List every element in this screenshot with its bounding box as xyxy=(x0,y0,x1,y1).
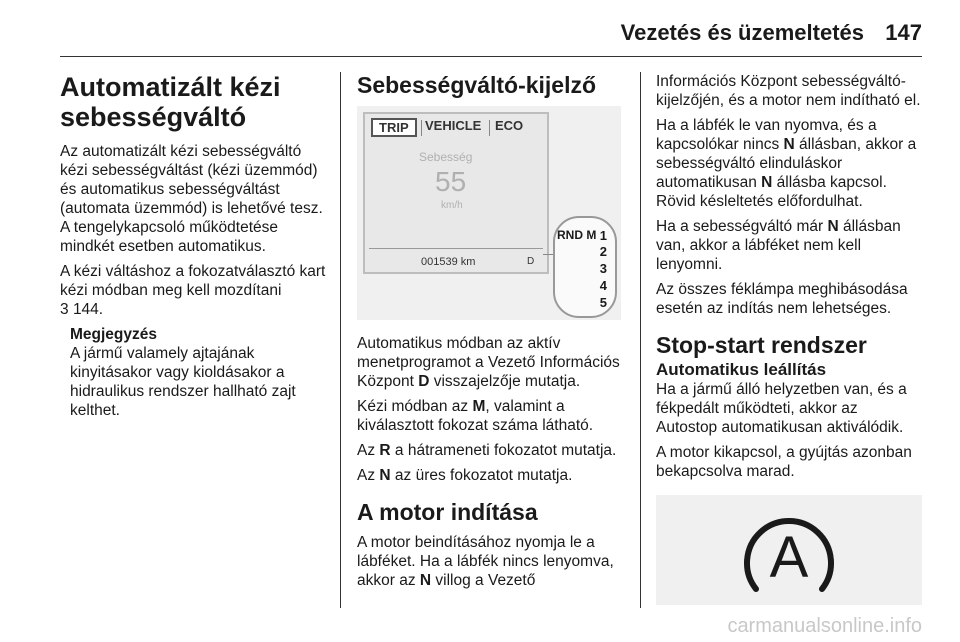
speed-unit: km/h xyxy=(441,200,463,211)
paragraph: Az automatizált kézi sebességváltó kézi sebességváltást (kézi üzemmód) és automatikus sebességváltást (automata üzemmód) is lehetővé tesz. A tengelykapcsoló működtetése mindkét esetben automatikus. xyxy=(60,143,323,255)
column-divider xyxy=(340,72,341,608)
paragraph: Ha a sebességváltó már N állásban van, akkor a lábféket nem kell lenyomni. xyxy=(656,218,901,273)
gear-number: 5 xyxy=(599,295,607,310)
page-header xyxy=(60,12,922,57)
paragraph: A motor kikapcsol, a gyújtás azonban bekapcsolva marad. xyxy=(656,444,912,480)
paragraph: Ha a lábfék le van nyomva, és a kapcsolókar nincs N állásban, akkor a sebességváltó elinduláskor automatikusan N állásba kapcsol. Rövid késleltetés előfordulhat. xyxy=(656,117,917,210)
page-number: 147 xyxy=(885,20,922,45)
autostop-letter: A xyxy=(769,525,809,590)
paragraph: A kézi váltáshoz a fokozatválasztó kart kézi módban meg kell mozdítani 3 144. xyxy=(60,263,326,318)
tab-eco: ECO xyxy=(495,118,524,133)
driver-info-display xyxy=(363,112,549,274)
paragraph: Információs Központ sebességváltó-kijelzőjén, és a motor nem indítható el. xyxy=(656,73,921,109)
section-heading: Stop-start rendszer xyxy=(656,332,867,358)
note-box xyxy=(70,325,326,420)
gear-zoom-bubble xyxy=(553,216,617,318)
note-text: A jármű valamely ajtajának kinyitásakor vagy kioldásakor a hidraulikus rendszer hallható zajt kelthet. xyxy=(70,345,296,419)
gear-display-figure xyxy=(357,106,621,320)
divider xyxy=(369,248,543,249)
section-heading: A motor indítása xyxy=(357,499,538,525)
watermark: carmanualsonline.info xyxy=(727,615,922,637)
autostop-icon xyxy=(656,495,922,605)
page-ref-link[interactable]: 144. xyxy=(72,301,104,318)
gear-indicator: D xyxy=(527,256,535,267)
paragraph: Az N az üres fokozatot mutatja. xyxy=(357,467,573,484)
section-heading: Automatizált kézi sebességváltó xyxy=(60,72,281,132)
gear-number: 3 xyxy=(599,261,607,276)
paragraph: Ha a jármű álló helyzetben van, és a fékpedált működteti, akkor az Autostop automatikusan aktiválódik. xyxy=(656,381,907,436)
column-divider xyxy=(640,72,641,608)
tab-trip: TRIP xyxy=(371,118,417,137)
paragraph: A motor beindításához nyomja le a lábféket. Ha a lábfék nincs lenyomva, akkor az N villog a Vezető xyxy=(357,534,614,589)
gear-number: 4 xyxy=(599,278,607,293)
paragraph: Automatikus módban az aktív menetprogramot a Vezető Információs Központ D visszajelzője mutatja. xyxy=(357,335,620,390)
section-heading: Sebességváltó-kijelző xyxy=(357,72,597,98)
paragraph: Kézi módban az M, valamint a kiválasztott fokozat száma látható. xyxy=(357,398,594,434)
note-title: Megjegyzés xyxy=(70,326,158,343)
odometer: 001539 km xyxy=(421,256,476,268)
tab-vehicle: VEHICLE xyxy=(425,118,482,133)
gear-mode-label: RND M xyxy=(557,228,597,242)
subheading: Automatikus leállítás xyxy=(656,360,827,379)
autostop-figure xyxy=(656,495,922,605)
column-2 xyxy=(357,72,625,596)
page-ref-icon: 3 xyxy=(60,301,69,318)
speed-value: 55 xyxy=(435,166,467,197)
gear-number: 1 xyxy=(599,228,607,243)
column-3 xyxy=(656,72,922,605)
gear-number: 2 xyxy=(599,244,607,259)
paragraph: Az R a hátrameneti fokozatot mutatja. xyxy=(357,442,617,459)
column-1 xyxy=(60,72,326,426)
paragraph: Az összes féklámpa meghibásodása esetén az indítás nem lehetséges. xyxy=(656,281,908,317)
speed-label: Sebesség xyxy=(419,150,473,164)
display-tabs xyxy=(369,116,545,138)
header-title: Vezetés és üzemeltetés xyxy=(620,20,864,45)
